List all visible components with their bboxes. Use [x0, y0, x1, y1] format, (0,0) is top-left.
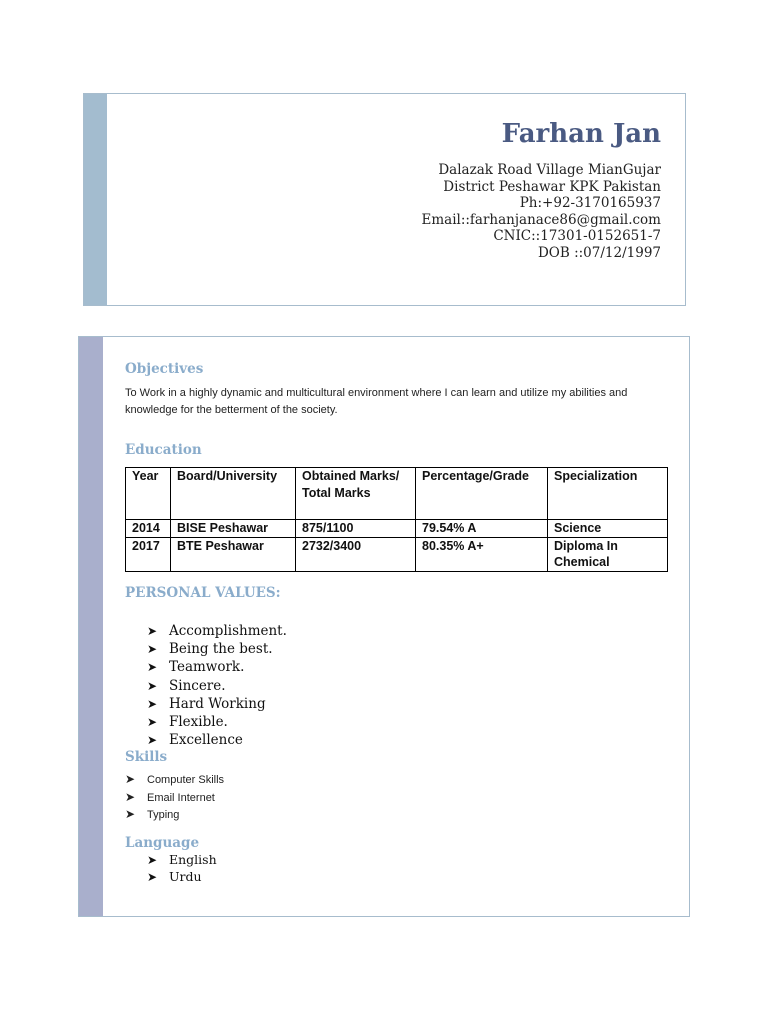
arrow-bullet-icon: ➤	[147, 869, 158, 884]
table-cell: 79.54% A	[416, 520, 548, 538]
address-line-2: District Peshawar KPK Pakistan	[443, 178, 661, 195]
arrow-bullet-icon: ➤	[147, 678, 158, 693]
education-heading: Education	[125, 442, 202, 458]
education-table	[125, 467, 668, 572]
email-address: Email::farhanjanace86@gmail.com	[421, 211, 661, 228]
arrow-bullet-icon: ➤	[147, 733, 158, 748]
table-cell: 80.35% A+	[416, 537, 548, 571]
header-accent-bar	[84, 94, 107, 305]
arrow-bullet-icon: ➤	[147, 624, 158, 638]
list-item: ➤ Sincere.	[147, 677, 226, 694]
arrow-bullet-icon: ➤	[125, 789, 136, 804]
phone-number: Ph:+92-3170165937	[519, 195, 661, 212]
list-item: ➤ Hard Working	[147, 695, 266, 712]
list-item: ➤ Typing	[125, 806, 224, 824]
arrow-bullet-icon: ➤	[125, 772, 136, 786]
contact-block	[422, 116, 662, 262]
resume-content	[125, 337, 669, 916]
skills-heading: Skills	[125, 749, 168, 765]
candidate-name: Farhan Jan	[501, 119, 661, 149]
table-header-cell: Percentage/Grade	[416, 468, 548, 520]
date-of-birth: DOB ::07/12/1997	[537, 244, 661, 261]
arrow-bullet-icon: ➤	[147, 660, 158, 675]
objectives-text: To Work in a highly dynamic and multicultural environment where I can learn and utilize my abilities and knowledge for the betterment of the society.	[125, 387, 628, 416]
arrow-bullet-icon: ➤	[147, 853, 158, 867]
list-item: ➤ Email Internet	[125, 789, 224, 807]
table-header-cell: Year	[126, 468, 171, 520]
list-item: ➤ Urdu	[147, 868, 202, 884]
resume-body-panel	[78, 336, 690, 917]
table-cell: 875/1100	[296, 520, 416, 538]
table-header-cell: Obtained Marks/ Total Marks	[296, 468, 416, 520]
personal-values-list	[147, 622, 287, 749]
address-line-1: Dalazak Road Village MianGujar	[438, 162, 661, 178]
personal-values-heading: PERSONAL VALUES:	[125, 585, 281, 601]
table-row	[126, 520, 668, 538]
language-heading: Language	[125, 835, 200, 851]
table-row	[126, 537, 668, 571]
header-panel	[83, 93, 686, 306]
table-header-cell: Specialization	[548, 468, 668, 520]
list-item: ➤ Flexible.	[147, 713, 228, 730]
arrow-bullet-icon: ➤	[147, 714, 158, 729]
list-item: ➤ Being the best.	[147, 641, 273, 658]
body-accent-bar	[79, 337, 103, 916]
arrow-bullet-icon: ➤	[147, 642, 158, 657]
table-cell: BISE Peshawar	[171, 520, 296, 538]
arrow-bullet-icon: ➤	[125, 807, 136, 822]
list-item: ➤ Excellence	[147, 732, 243, 749]
list-item: ➤ Computer Skills	[125, 771, 224, 789]
list-item: ➤ Accomplishment.	[147, 623, 287, 639]
arrow-bullet-icon: ➤	[147, 696, 158, 711]
table-header-cell: Board/University	[171, 468, 296, 520]
list-item: ➤ Teamwork.	[147, 659, 245, 676]
table-cell: 2014	[126, 520, 171, 538]
table-cell: Diploma In Chemical	[548, 537, 668, 571]
language-list	[147, 852, 217, 885]
cnic-number: CNIC::17301-0152651-7	[493, 228, 661, 245]
table-cell: BTE Peshawar	[171, 537, 296, 571]
table-cell: 2017	[126, 537, 171, 571]
table-header-row	[126, 468, 668, 520]
list-item: ➤ English	[147, 852, 217, 867]
skills-list	[125, 771, 224, 824]
table-cell: 2732/3400	[296, 537, 416, 571]
table-cell: Science	[548, 520, 668, 538]
objectives-heading: Objectives	[125, 361, 204, 377]
